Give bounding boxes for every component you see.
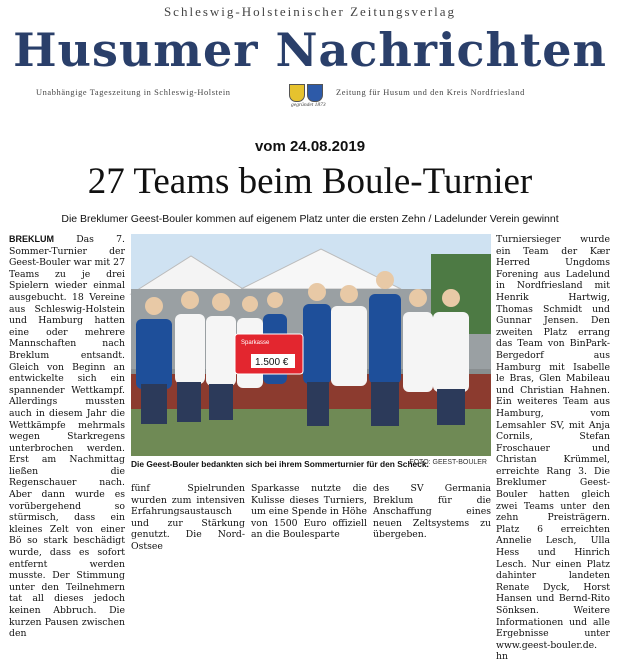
photo-credit: FOTO: GEEST-BOULER xyxy=(409,459,487,466)
publisher-line: Schleswig-Holsteinischer Zeitungsverlag xyxy=(163,4,457,19)
masthead-subline-right: Zeitung für Husum und den Kreis Nordfriesland xyxy=(336,88,525,97)
photo-caption-row xyxy=(131,459,491,469)
article-column-bottom-3 xyxy=(373,483,491,541)
team-photo-illustration xyxy=(131,234,491,456)
article-text-b3: des SV Germania Breklum für die Anschaffung eines neuen Zeltsystems zu übergeben. xyxy=(373,483,491,541)
coat-of-arms-icon xyxy=(289,84,305,102)
newspaper-masthead: Husumer Nachrichten xyxy=(13,23,607,77)
article-headline: 27 Teams beim Boule-Turnier xyxy=(87,161,533,202)
coat-of-arms-icon xyxy=(307,84,323,102)
article-text-right: Turniersieger wurde ein Team der Kær Herred Ungdoms Forening aus Ladelund in Nordfriesland mit Henrik Hartwig, Thomas Schmidt und Gunnar Jensen. Den zweiten Platz errang das Team von BinPark-Bergedorf aus Hamburg mit Isabelle le Bras, Glen Mabileau und Christian Hahnen. Ein weiteres Team aus Hamburg, vom Lemsahler SV, mit Anja Cornils, Stefan Froschauer und Christan Krümmel, erreichte Rang 3. Die Breklumer Geest-Bouler hatten gleich zwei Teams unter den zehn Preisträgern. Platz 6 erreichten Annelie Lesch, Ulla Hess und Hinrich Lesch. Nur einen Platz dahinter landeten Renate Dyck, Horst Hansen und Bernd-Rito Sönksen. Weitere Informationen und alle Ergebnisse unter www.geest-bouler.de. hn xyxy=(496,234,610,663)
article-text-b1: fünf Spielrunden wurden zum intensiven Erfahrungsaustausch und zur Stärkung genutzt. Die Nord-Ostsee xyxy=(131,483,245,552)
article-subheadline: Die Breklumer Geest-Bouler kommen auf eigenem Platz unter die ersten Zehn / Ladelunder Verein gewinnt xyxy=(61,213,559,225)
check-amount: 1.500 € xyxy=(255,357,289,368)
founded-note: gegründet 1873 xyxy=(291,102,326,108)
article-text-left: Das 7. Sommer-Turnier der Geest-Bouler war mit 27 Teams zu je drei Spielern wieder einmal ausgebucht. 18 Vereine aus Schleswig-Holstein und Hamburg hatten eine oder mehrere Mannschaften nach Breklum entsandt. Gleich von Beginn an entwickelte sich ein spannender Wettkampf. Allerdings mussten auch in diesem Jahr die Wettkämpfe mehrmals wegen Starkregens unterbrochen werden. Erst am Nachmittag ließen die Regenschauer nach. Aber dann wurde es vorübergehend so stürmisch, dass ein kleines Zelt von einer Bö so stark beschädigt wurde, dass es sofort entfernt werden musste. Der Stimmung unter den Teilnehmern tat all dieses jedoch keinen Abbruch. Die kurzen Pausen zwischen den xyxy=(9,234,125,640)
article-column-bottom-2 xyxy=(251,483,368,541)
team-photo xyxy=(131,234,491,456)
article-text-b2: Sparkasse nutzte die Kulisse dieses Turniers, um eine Spende in Höhe von 1500 Euro offiziell an die Boulesparte xyxy=(251,483,368,541)
check-bank-label: Sparkasse xyxy=(241,340,270,346)
masthead-subline-left: Unabhängige Tageszeitung in Schleswig-Holstein xyxy=(36,88,231,97)
article-column-right xyxy=(496,234,610,663)
article-column-left xyxy=(9,234,125,640)
article-column-bottom-1 xyxy=(131,483,245,552)
photo-caption: Die Geest-Bouler bedankten sich bei ihrem Sommerturnier für den Scheck. xyxy=(131,459,429,469)
issue-date: vom 24.08.2019 xyxy=(254,138,366,155)
article-dateline: BREKLUM xyxy=(9,234,54,244)
